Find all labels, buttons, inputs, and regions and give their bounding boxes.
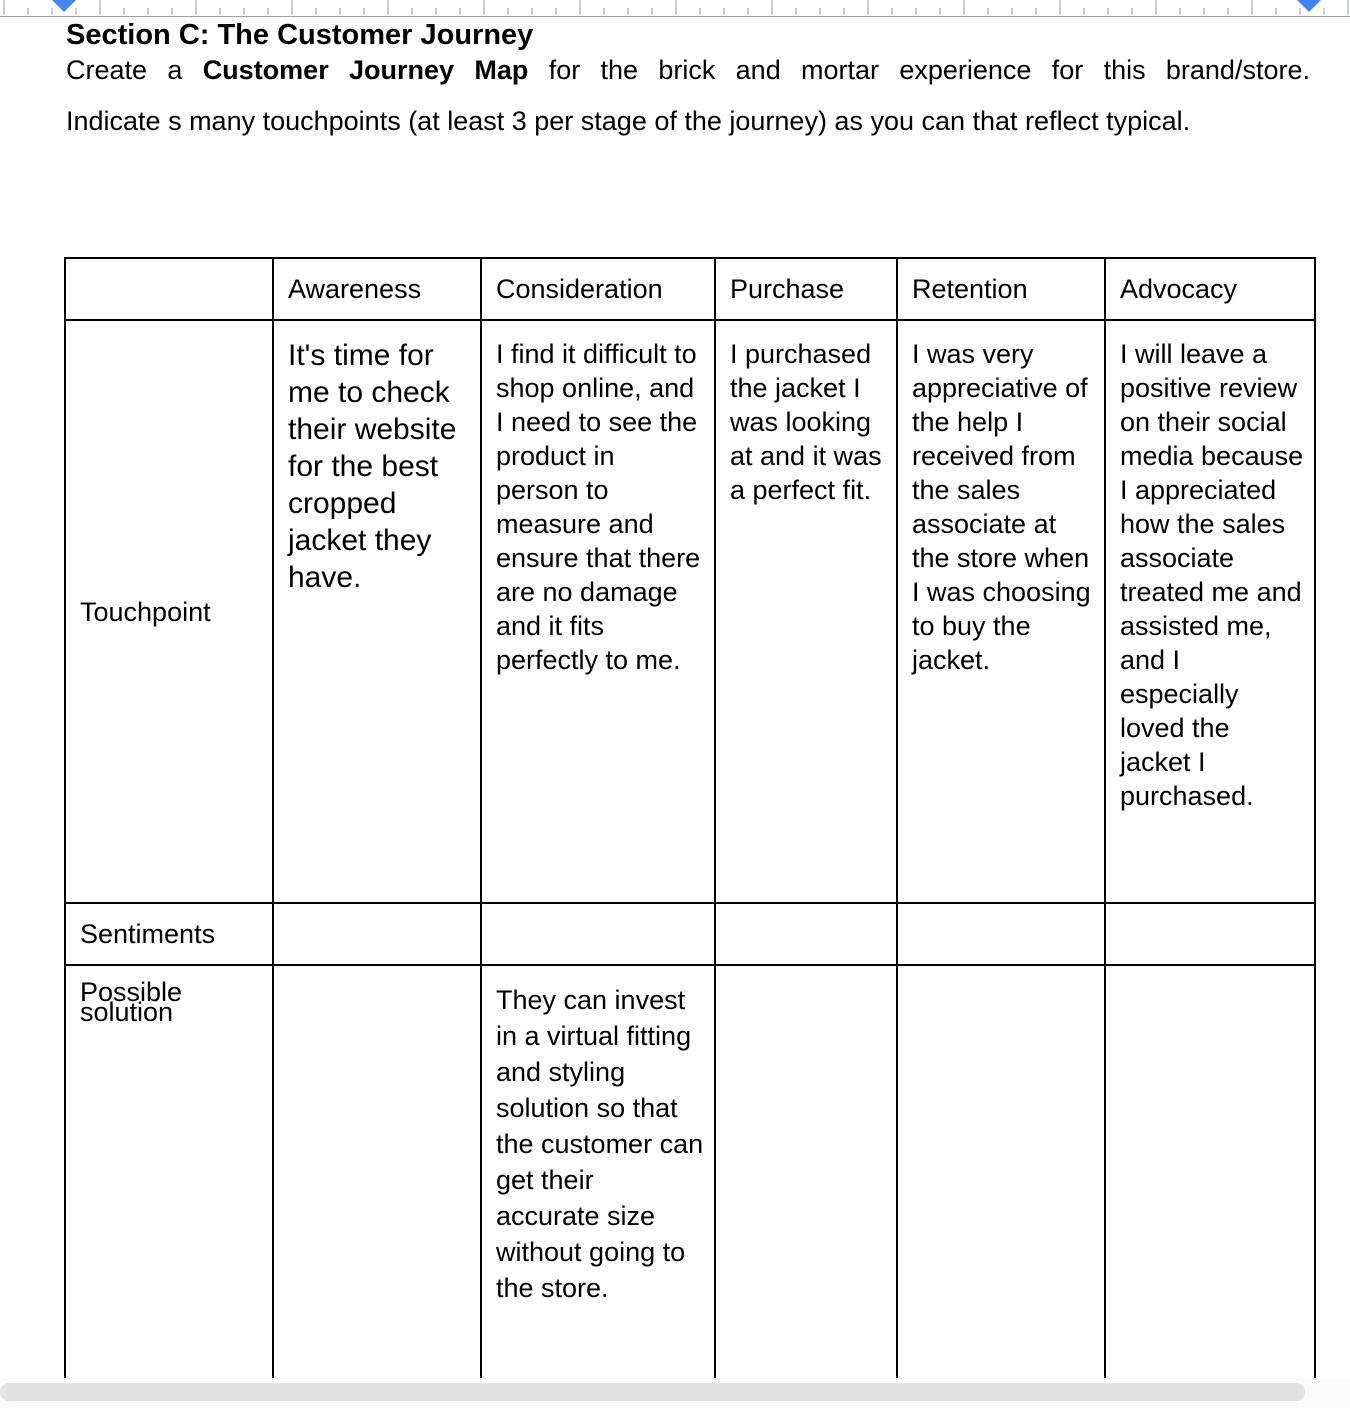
solution-row: [65, 965, 1315, 1391]
instruction-paragraph: [66, 53, 1310, 87]
touchpoint-purchase-cell[interactable]: I purchased the jacket I was looking at and it was a perfect fit.: [715, 320, 897, 903]
header-cell-advocacy[interactable]: Advocacy: [1105, 258, 1315, 320]
header-cell-empty[interactable]: [65, 258, 273, 320]
touchpoint-awareness-cell[interactable]: It's time for me to check their website for the best cropped jacket they have.: [273, 320, 481, 903]
touchpoint-consideration-cell[interactable]: I find it difficult to shop online, and I need to see the product in person to measure and ensure that there are no damage and it fits perfectly to me.: [481, 320, 715, 903]
header-cell-retention[interactable]: Retention: [897, 258, 1105, 320]
ruler[interactable]: [0, 0, 1350, 17]
horizontal-scrollbar-thumb[interactable]: [0, 1383, 1305, 1401]
right-indent-marker-icon[interactable]: [1297, 0, 1321, 12]
touchpoint-retention-cell[interactable]: I was very appreciative of the help I received from the sales associate at the store when I was choosing to buy the jacket.: [897, 320, 1105, 903]
left-indent-marker-icon[interactable]: [52, 0, 76, 12]
customer-journey-table: [64, 257, 1316, 1392]
row-label-solution[interactable]: Possible solution: [65, 965, 273, 1391]
solution-consideration-cell[interactable]: They can invest in a virtual fitting and styling solution so that the customer can get their accurate size without going to the store.: [481, 965, 715, 1391]
row-label-sentiments[interactable]: Sentiments: [65, 903, 273, 965]
header-cell-awareness[interactable]: Awareness: [273, 258, 481, 320]
section-title: Section C: The Customer Journey: [66, 19, 534, 51]
ruler-ticks: [0, 0, 1350, 16]
row-label-touchpoint[interactable]: Touchpoint: [65, 320, 273, 903]
sentiments-advocacy-cell[interactable]: [1105, 903, 1315, 965]
solution-retention-cell[interactable]: [897, 965, 1105, 1391]
instruction-prefix: Create a: [66, 55, 183, 85]
table-header-row: [65, 258, 1315, 320]
sentiments-purchase-cell[interactable]: [715, 903, 897, 965]
sentiments-consideration-cell[interactable]: [481, 903, 715, 965]
header-cell-purchase[interactable]: Purchase: [715, 258, 897, 320]
solution-purchase-cell[interactable]: [715, 965, 897, 1391]
sentiments-retention-cell[interactable]: [897, 903, 1105, 965]
sentiments-row: [65, 903, 1315, 965]
header-cell-consideration[interactable]: Consideration: [481, 258, 715, 320]
touchpoint-row: [65, 320, 1315, 903]
solution-advocacy-cell[interactable]: [1105, 965, 1315, 1391]
sentiments-awareness-cell[interactable]: [273, 903, 481, 965]
touchpoint-advocacy-cell[interactable]: I will leave a positive review on their social media because I appreciated how the sales associate treated me and assisted me, and I especially loved the jacket I purchased.: [1105, 320, 1315, 903]
instruction-bold-term: Customer Journey Map: [202, 55, 529, 85]
instruction-suffix: for the brick and mortar experience for this brand/store.: [548, 55, 1310, 85]
instruction-paragraph-2: Indicate s many touchpoints (at least 3 per stage of the journey) as you can that reflect typical.: [66, 106, 1191, 136]
solution-awareness-cell[interactable]: [273, 965, 481, 1391]
